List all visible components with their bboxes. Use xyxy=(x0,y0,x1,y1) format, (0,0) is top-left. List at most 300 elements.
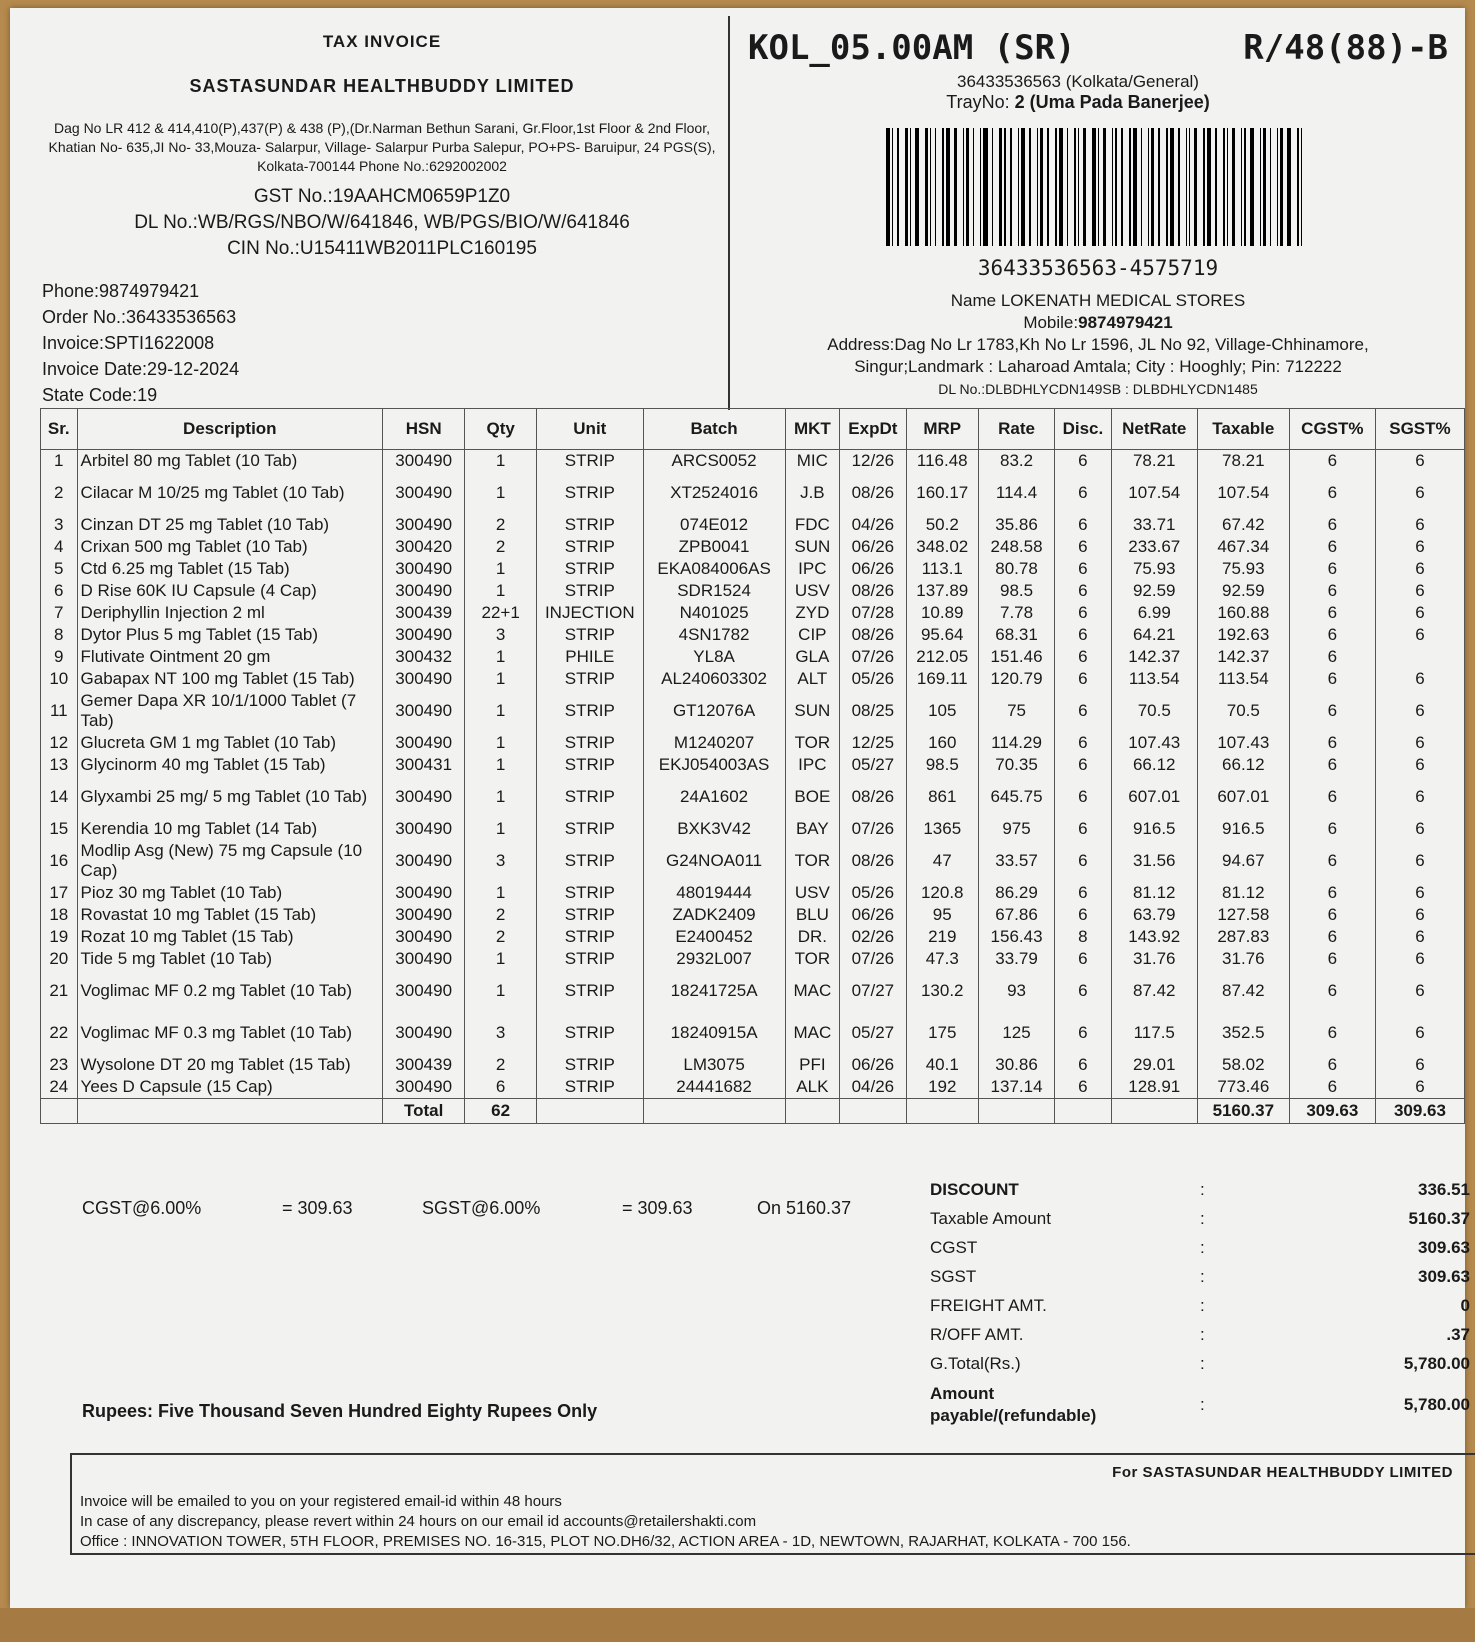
table-cell: 156.43 xyxy=(978,926,1054,948)
payable-value: 5,780.00 xyxy=(1403,1395,1470,1414)
total-cell: 5160.37 xyxy=(1197,1099,1289,1124)
summary-label: G.Total(Rs.) xyxy=(930,1354,1021,1373)
footer-line-3: Office : INNOVATION TOWER, 5TH FLOOR, PREMISES NO. 16-315, PLOT NO.DH6/32, ACTION AREA - 1D, NEWTOWN, RAJARHAT, KOLKATA - 700 156. xyxy=(80,1533,1131,1550)
sgst-rate: SGST@6.00% xyxy=(422,1198,541,1218)
table-cell: 300439 xyxy=(383,602,465,624)
table-cell: 95.64 xyxy=(906,624,978,646)
table-cell: 10 xyxy=(41,668,78,690)
table-cell: 2 xyxy=(465,536,537,558)
table-cell: 6 xyxy=(1289,690,1375,732)
table-row xyxy=(41,970,1465,1012)
table-cell: TOR xyxy=(785,948,840,970)
table-cell: 6 xyxy=(1055,776,1112,818)
table-cell: STRIP xyxy=(537,1012,644,1054)
summary-value: 5160.37 xyxy=(1408,1209,1470,1228)
seller-address: Dag No LR 412 & 414,410(P),437(P) & 438 (P),(Dr.Narman Bethun Sarani, Gr.Floor,1st Floor & 2nd Floor, Khatian No- 635,JI No- 33,Mouza- Salarpur, Village- Salarpur Purba Salepur, PO+PS- Baruipur, 24 PGS(S), Kolkata-700144 Phone No.:6292002002 xyxy=(48,120,716,174)
table-cell: ZYD xyxy=(785,602,840,624)
table-cell: 114.29 xyxy=(978,732,1054,754)
table-cell: STRIP xyxy=(537,514,644,536)
table-cell: 6 xyxy=(1375,1012,1464,1054)
table-cell: 22+1 xyxy=(465,602,537,624)
table-cell: 68.31 xyxy=(978,624,1054,646)
table-cell: 7 xyxy=(41,602,78,624)
summary-row xyxy=(930,1238,1470,1267)
table-row xyxy=(41,754,1465,776)
table-cell: PHILE xyxy=(537,646,644,668)
table-cell: 6 xyxy=(1055,732,1112,754)
table-cell: 1 xyxy=(465,472,537,514)
table-cell: 107.54 xyxy=(1111,472,1197,514)
summary-label: DISCOUNT xyxy=(930,1180,1019,1199)
summary-value: .37 xyxy=(1446,1325,1470,1344)
table-cell: 18 xyxy=(41,904,78,926)
table-cell: 3 xyxy=(465,840,537,882)
table-cell: 6 xyxy=(1055,904,1112,926)
table-cell: EKJ054003AS xyxy=(643,754,785,776)
table-cell: 48019444 xyxy=(643,882,785,904)
table-cell: 6 xyxy=(1289,472,1375,514)
table-cell: EKA084006AS xyxy=(643,558,785,580)
table-cell: 75.93 xyxy=(1197,558,1289,580)
table-cell: 6 xyxy=(1055,602,1112,624)
table-cell: 6 xyxy=(1375,840,1464,882)
table-cell: 12/26 xyxy=(840,450,906,473)
table-cell: 15 xyxy=(41,818,78,840)
table-cell: 64.21 xyxy=(1111,624,1197,646)
table-cell: PFI xyxy=(785,1054,840,1076)
table-cell: 151.46 xyxy=(978,646,1054,668)
table-cell: 287.83 xyxy=(1197,926,1289,948)
table-cell: DR. xyxy=(785,926,840,948)
table-cell: 6 xyxy=(1375,472,1464,514)
table-cell: 16 xyxy=(41,840,78,882)
total-cell xyxy=(537,1099,644,1124)
summary-colon: : xyxy=(1200,1180,1205,1199)
total-cell xyxy=(1055,1099,1112,1124)
table-cell: STRIP xyxy=(537,580,644,602)
table-cell: 6 xyxy=(1055,536,1112,558)
table-row xyxy=(41,472,1465,514)
table-cell: STRIP xyxy=(537,840,644,882)
table-cell: 300490 xyxy=(383,840,465,882)
table-cell: 192.63 xyxy=(1197,624,1289,646)
footer-line-2: In case of any discrepancy, please revert within 24 hours on our email id accounts@retailershakti.com xyxy=(80,1513,757,1530)
table-cell: 348.02 xyxy=(906,536,978,558)
table-cell: 6 xyxy=(1055,1076,1112,1099)
table-cell: STRIP xyxy=(537,690,644,732)
table-cell: 160.88 xyxy=(1197,602,1289,624)
table-cell: 33.71 xyxy=(1111,514,1197,536)
table-cell: STRIP xyxy=(537,1054,644,1076)
table-cell: 17 xyxy=(41,882,78,904)
table-cell: STRIP xyxy=(537,926,644,948)
table-cell: 7.78 xyxy=(978,602,1054,624)
table-cell: 11 xyxy=(41,690,78,732)
table-cell: 75.93 xyxy=(1111,558,1197,580)
table-cell: Deriphyllin Injection 2 ml xyxy=(77,602,383,624)
invoice-date: Invoice Date:29-12-2024 xyxy=(42,359,240,379)
table-cell: 117.5 xyxy=(1111,1012,1197,1054)
tray-value: 2 (Uma Pada Banerjee) xyxy=(1014,92,1210,112)
table-cell: 192 xyxy=(906,1076,978,1099)
summary-value: 309.63 xyxy=(1418,1267,1470,1286)
table-cell: 6 xyxy=(1289,624,1375,646)
table-cell: 2 xyxy=(465,514,537,536)
payable-label-1: Amount xyxy=(930,1384,995,1403)
tray-label: TrayNo: xyxy=(946,92,1010,112)
table-cell: 1 xyxy=(465,776,537,818)
table-cell: 6 xyxy=(1289,646,1375,668)
table-cell: 6 xyxy=(1375,882,1464,904)
table-cell: 137.14 xyxy=(978,1076,1054,1099)
table-cell: 6 xyxy=(1055,668,1112,690)
column-header: CGST% xyxy=(1289,409,1375,450)
table-cell: Cinzan DT 25 mg Tablet (10 Tab) xyxy=(77,514,383,536)
seller-name: SASTASUNDAR HEALTHBUDDY LIMITED xyxy=(189,76,575,96)
table-row xyxy=(41,602,1465,624)
table-cell: Wysolone DT 20 mg Tablet (15 Tab) xyxy=(77,1054,383,1076)
table-cell: 12/25 xyxy=(840,732,906,754)
summary-label: SGST xyxy=(930,1267,977,1286)
table-cell: STRIP xyxy=(537,536,644,558)
table-cell: GT12076A xyxy=(643,690,785,732)
table-cell: 6 xyxy=(1289,558,1375,580)
table-cell: 6 xyxy=(1375,558,1464,580)
total-cell xyxy=(643,1099,785,1124)
table-cell: 1 xyxy=(465,948,537,970)
table-cell: LM3075 xyxy=(643,1054,785,1076)
table-row xyxy=(41,1054,1465,1076)
table-cell: 70.35 xyxy=(978,754,1054,776)
table-cell: 07/26 xyxy=(840,818,906,840)
invoice-number: Invoice:SPTI1622008 xyxy=(42,333,215,353)
table-cell: 6 xyxy=(1289,926,1375,948)
table-cell: 300490 xyxy=(383,926,465,948)
table-cell: MAC xyxy=(785,1012,840,1054)
total-cell xyxy=(785,1099,840,1124)
table-cell: 6 xyxy=(1375,926,1464,948)
table-cell: Voglimac MF 0.3 mg Tablet (10 Tab) xyxy=(77,1012,383,1054)
table-cell: 6 xyxy=(1055,558,1112,580)
table-row xyxy=(41,668,1465,690)
table-cell: MAC xyxy=(785,970,840,1012)
summary-colon: : xyxy=(1200,1395,1205,1414)
table-cell: 248.58 xyxy=(978,536,1054,558)
table-cell: 31.76 xyxy=(1111,948,1197,970)
table-cell: J.B xyxy=(785,472,840,514)
table-cell: ZADK2409 xyxy=(643,904,785,926)
table-cell: 6 xyxy=(1375,450,1464,473)
table-cell: 1 xyxy=(465,882,537,904)
table-cell: 20 xyxy=(41,948,78,970)
table-cell: 1 xyxy=(465,668,537,690)
table-cell: 6 xyxy=(1375,690,1464,732)
order-number: Order No.:36433536563 xyxy=(42,307,237,327)
table-cell: 6 xyxy=(41,580,78,602)
total-cell: 309.63 xyxy=(1375,1099,1464,1124)
table-cell: 08/26 xyxy=(840,472,906,514)
table-cell: STRIP xyxy=(537,904,644,926)
table-cell: Kerendia 10 mg Tablet (14 Tab) xyxy=(77,818,383,840)
summary-row xyxy=(930,1267,1470,1296)
table-row xyxy=(41,580,1465,602)
table-cell: 6 xyxy=(1289,754,1375,776)
table-cell: 78.21 xyxy=(1111,450,1197,473)
table-cell: STRIP xyxy=(537,472,644,514)
table-cell: 02/26 xyxy=(840,926,906,948)
barcode-text: 36433536563-4575719 xyxy=(977,256,1219,280)
table-cell: 1 xyxy=(465,580,537,602)
table-cell: STRIP xyxy=(537,1076,644,1099)
table-cell: 6 xyxy=(1055,1054,1112,1076)
table-cell: 300490 xyxy=(383,1076,465,1099)
table-cell: 92.59 xyxy=(1111,580,1197,602)
table-cell: 81.12 xyxy=(1197,882,1289,904)
route-line xyxy=(738,28,1458,68)
table-cell: 6 xyxy=(1289,776,1375,818)
table-cell: 2932L007 xyxy=(643,948,785,970)
table-cell: 1 xyxy=(41,450,78,473)
total-row xyxy=(41,1099,1465,1124)
table-cell: AL240603302 xyxy=(643,668,785,690)
column-header: Description xyxy=(77,409,383,450)
table-cell: 06/26 xyxy=(840,536,906,558)
table-cell: 47.3 xyxy=(906,948,978,970)
column-header: Rate xyxy=(978,409,1054,450)
summary-row xyxy=(930,1296,1470,1325)
table-cell: 87.42 xyxy=(1111,970,1197,1012)
table-cell: 467.34 xyxy=(1197,536,1289,558)
table-cell: 6 xyxy=(1375,948,1464,970)
column-header: ExpDt xyxy=(840,409,906,450)
table-cell: 04/26 xyxy=(840,514,906,536)
table-cell: 107.43 xyxy=(1197,732,1289,754)
table-cell: 143.92 xyxy=(1111,926,1197,948)
table-cell: 1 xyxy=(465,558,537,580)
column-header: SGST% xyxy=(1375,409,1464,450)
cgst-amount: = 309.63 xyxy=(282,1198,353,1218)
table-cell: 70.5 xyxy=(1197,690,1289,732)
table-cell: USV xyxy=(785,580,840,602)
table-cell: 1 xyxy=(465,646,537,668)
table-cell: 2 xyxy=(465,926,537,948)
table-cell: 6 xyxy=(1289,1054,1375,1076)
table-cell: 3 xyxy=(465,624,537,646)
table-cell: Pioz 30 mg Tablet (10 Tab) xyxy=(77,882,383,904)
summary-value: 336.51 xyxy=(1418,1180,1470,1199)
customer-address-2: Singur;Landmark : Laharoad Amtala; City : Hooghly; Pin: 712222 xyxy=(854,357,1342,376)
total-cell xyxy=(41,1099,78,1124)
table-cell: 14 xyxy=(41,776,78,818)
table-cell: 12 xyxy=(41,732,78,754)
table-row xyxy=(41,904,1465,926)
table-cell: BXK3V42 xyxy=(643,818,785,840)
total-cell: Total xyxy=(383,1099,465,1124)
table-cell: 1 xyxy=(465,690,537,732)
summary-label: FREIGHT AMT. xyxy=(930,1296,1047,1315)
table-cell: 125 xyxy=(978,1012,1054,1054)
total-cell xyxy=(77,1099,383,1124)
table-cell: 08/26 xyxy=(840,840,906,882)
table-cell: 63.79 xyxy=(1111,904,1197,926)
table-cell: 66.12 xyxy=(1111,754,1197,776)
table-cell: 300490 xyxy=(383,624,465,646)
table-cell: Yees D Capsule (15 Cap) xyxy=(77,1076,383,1099)
barcode xyxy=(886,128,1306,246)
table-cell: 06/26 xyxy=(840,904,906,926)
sgst-amount: = 309.63 xyxy=(622,1198,693,1218)
table-cell: XT2524016 xyxy=(643,472,785,514)
summary-label: Taxable Amount xyxy=(930,1209,1051,1228)
table-cell: 352.5 xyxy=(1197,1012,1289,1054)
table-cell: 6 xyxy=(1055,450,1112,473)
table-cell: 300490 xyxy=(383,690,465,732)
table-cell: 58.02 xyxy=(1197,1054,1289,1076)
table-cell: 175 xyxy=(906,1012,978,1054)
table-cell: 6 xyxy=(1375,904,1464,926)
table-cell: 113.1 xyxy=(906,558,978,580)
table-cell: 6 xyxy=(1375,536,1464,558)
table-cell: M1240207 xyxy=(643,732,785,754)
summary-value: 309.63 xyxy=(1418,1238,1470,1257)
table-cell xyxy=(1375,646,1464,668)
summary-row xyxy=(930,1209,1470,1238)
table-cell: 300490 xyxy=(383,776,465,818)
column-header: HSN xyxy=(383,409,465,450)
table-cell: 233.67 xyxy=(1111,536,1197,558)
table-cell: 05/26 xyxy=(840,882,906,904)
table-cell: 300490 xyxy=(383,732,465,754)
customer-info xyxy=(738,290,1458,400)
table-cell: 300490 xyxy=(383,514,465,536)
seller-cin: CIN No.:U15411WB2011PLC160195 xyxy=(227,238,537,259)
table-cell: 6 xyxy=(1289,668,1375,690)
table-cell: 66.12 xyxy=(1197,754,1289,776)
table-cell: SUN xyxy=(785,690,840,732)
table-row xyxy=(41,624,1465,646)
route-code: R/48(88)-B xyxy=(1243,28,1448,68)
table-cell: 04/26 xyxy=(840,1076,906,1099)
table-cell: ARCS0052 xyxy=(643,450,785,473)
table-cell: 9 xyxy=(41,646,78,668)
table-header-row xyxy=(41,409,1465,450)
table-cell: TOR xyxy=(785,732,840,754)
total-cell: 62 xyxy=(465,1099,537,1124)
table-cell: Gabapax NT 100 mg Tablet (15 Tab) xyxy=(77,668,383,690)
table-row xyxy=(41,818,1465,840)
table-cell: 2 xyxy=(41,472,78,514)
table-cell: CIP xyxy=(785,624,840,646)
total-cell xyxy=(840,1099,906,1124)
column-header: Qty xyxy=(465,409,537,450)
table-cell: 07/26 xyxy=(840,646,906,668)
table-cell: 916.5 xyxy=(1197,818,1289,840)
table-cell: 160 xyxy=(906,732,978,754)
table-cell: 6 xyxy=(1289,602,1375,624)
table-cell: STRIP xyxy=(537,754,644,776)
summary-colon: : xyxy=(1200,1325,1205,1344)
table-cell: 78.21 xyxy=(1197,450,1289,473)
table-cell: 6 xyxy=(1055,1012,1112,1054)
table-cell: 30.86 xyxy=(978,1054,1054,1076)
table-row xyxy=(41,690,1465,732)
table-row xyxy=(41,732,1465,754)
table-row xyxy=(41,450,1465,473)
table-cell: 6 xyxy=(1289,536,1375,558)
table-cell: 98.5 xyxy=(978,580,1054,602)
column-header: NetRate xyxy=(1111,409,1197,450)
table-cell: 92.59 xyxy=(1197,580,1289,602)
summary-row-payable xyxy=(930,1383,1470,1431)
table-cell: 4 xyxy=(41,536,78,558)
table-row xyxy=(41,1012,1465,1054)
table-cell: 4SN1782 xyxy=(643,624,785,646)
table-cell: 1 xyxy=(465,732,537,754)
table-cell: 18240915A xyxy=(643,1012,785,1054)
table-cell: E2400452 xyxy=(643,926,785,948)
table-cell: Rovastat 10 mg Tablet (15 Tab) xyxy=(77,904,383,926)
table-cell: STRIP xyxy=(537,558,644,580)
table-cell: 137.89 xyxy=(906,580,978,602)
total-cell xyxy=(978,1099,1054,1124)
table-cell: 160.17 xyxy=(906,472,978,514)
column-header: MKT xyxy=(785,409,840,450)
summary-colon: : xyxy=(1200,1267,1205,1286)
seller-dl: DL No.:WB/RGS/NBO/W/641846, WB/PGS/BIO/W/641846 xyxy=(134,212,630,233)
items-table xyxy=(40,408,1465,1124)
table-cell: Arbitel 80 mg Tablet (10 Tab) xyxy=(77,450,383,473)
summary-label xyxy=(930,1383,1096,1427)
table-cell: 24441682 xyxy=(643,1076,785,1099)
table-cell: ALT xyxy=(785,668,840,690)
route-sub: 36433536563 (Kolkata/General) xyxy=(957,72,1199,91)
table-cell: 6 xyxy=(1055,690,1112,732)
table-cell: 300490 xyxy=(383,818,465,840)
table-cell: 300431 xyxy=(383,754,465,776)
table-cell: 35.86 xyxy=(978,514,1054,536)
table-cell: 107.43 xyxy=(1111,732,1197,754)
table-cell: 6 xyxy=(1375,514,1464,536)
table-cell: 6 xyxy=(1055,646,1112,668)
table-cell: 6 xyxy=(1289,904,1375,926)
table-cell: 107.54 xyxy=(1197,472,1289,514)
table-cell: 31.56 xyxy=(1111,840,1197,882)
table-cell: 130.2 xyxy=(906,970,978,1012)
state-code: State Code:19 xyxy=(42,385,158,405)
table-row xyxy=(41,948,1465,970)
table-cell: 6 xyxy=(1375,624,1464,646)
background-wood xyxy=(0,1608,1475,1642)
table-cell: STRIP xyxy=(537,948,644,970)
table-cell: 07/27 xyxy=(840,970,906,1012)
summary-value: 0 xyxy=(1460,1296,1470,1315)
table-cell: 300432 xyxy=(383,646,465,668)
table-cell: 6 xyxy=(1055,818,1112,840)
table-cell: 08/26 xyxy=(840,580,906,602)
table-cell: 6 xyxy=(1055,882,1112,904)
total-cell xyxy=(1111,1099,1197,1124)
table-cell: 6 xyxy=(1055,472,1112,514)
seller-block xyxy=(32,18,732,260)
table-cell: 074E012 xyxy=(643,514,785,536)
table-cell: Crixan 500 mg Tablet (10 Tab) xyxy=(77,536,383,558)
table-cell: 8 xyxy=(41,624,78,646)
table-row xyxy=(41,514,1465,536)
table-cell: 6 xyxy=(1375,970,1464,1012)
table-cell: 94.67 xyxy=(1197,840,1289,882)
table-cell: 142.37 xyxy=(1111,646,1197,668)
summary-colon: : xyxy=(1200,1296,1205,1315)
